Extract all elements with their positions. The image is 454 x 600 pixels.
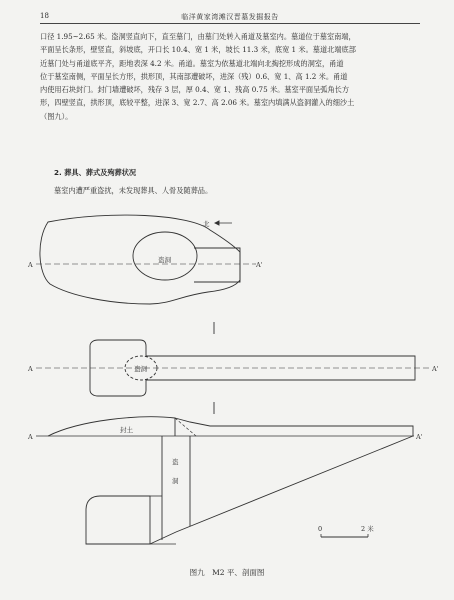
section-heading: 2. 葬具、葬式及殉葬状况 — [54, 168, 137, 177]
mound-outline — [40, 215, 240, 304]
text-line: 平面呈长条形，壁竖直，斜坡底，开口长 10.4、宽 1 米，坡长 11.3 米，底宽 1 米。墓道北端底部 — [40, 45, 356, 55]
shaft-label-1: 盗 — [172, 458, 179, 466]
tomb-plan-section-figure — [0, 200, 454, 560]
paragraph-tomb-structure — [40, 30, 424, 123]
text-line: （图九）。 — [40, 111, 73, 121]
shaft-label-2: 洞 — [172, 477, 179, 485]
label-a-prime-bottom: A' — [416, 433, 423, 441]
mound-section — [48, 417, 175, 436]
robber-shaft-label-mid: 盗洞 — [134, 365, 147, 373]
label-a-mid: A — [28, 365, 33, 373]
robber-shaft-label-top: 盗洞 — [158, 256, 171, 264]
shaft-section — [162, 436, 190, 540]
running-header — [40, 12, 420, 26]
label-a-bottom: A — [28, 433, 33, 441]
label-a-prime-top: A' — [256, 261, 263, 269]
text-line: 位于墓室南侧，平面呈长方形，拱形顶，其南部遭破坏，进深（残）0.6、宽 1、高 1.2 米。甬道 — [40, 71, 348, 81]
page-number: 18 — [40, 12, 49, 20]
label-a-prime-mid: A' — [432, 365, 439, 373]
figure-caption: 图九 M2 平、剖面图 — [189, 568, 265, 577]
chamber-section — [86, 496, 150, 544]
text-line: 形，四壁竖直，拱形顶，底较平整，进深 3、宽 2.7、高 2.06 米。墓室内填满从盗洞灌入的细沙土 — [40, 98, 355, 108]
label-a-top: A — [28, 261, 33, 269]
header-rule — [40, 23, 420, 24]
north-label: 北 — [203, 220, 210, 228]
text-line: 近墓门处与甬道底平齐，距地表深 4.2 米。甬道。墓室为依墓道北端向北掏挖形成的洞室，甬道 — [40, 58, 344, 68]
mound-fill-label: 封土 — [120, 426, 133, 434]
text-line: 口径 1.95~2.65 米。盗洞竖直向下，直至墓门，由墓门处转入甬道及墓室内。墓道位于墓室南端， — [40, 32, 356, 41]
text-line: 内使用石块封门。封门墙遭破坏，残存 3 层，厚 0.4、宽 1、残高 0.75 米。墓室平面呈弧角长方 — [40, 85, 350, 95]
passage-plan — [194, 248, 240, 282]
scale-end: 2 米 — [361, 525, 374, 533]
scale-zero: 0 — [318, 525, 323, 533]
running-title: 临洋黄家湾滩汉晋墓发掘报告 — [181, 13, 279, 21]
section-paragraph: 墓室内遭严重盗扰，未发现葬具、人骨及随葬品。 — [54, 186, 213, 195]
